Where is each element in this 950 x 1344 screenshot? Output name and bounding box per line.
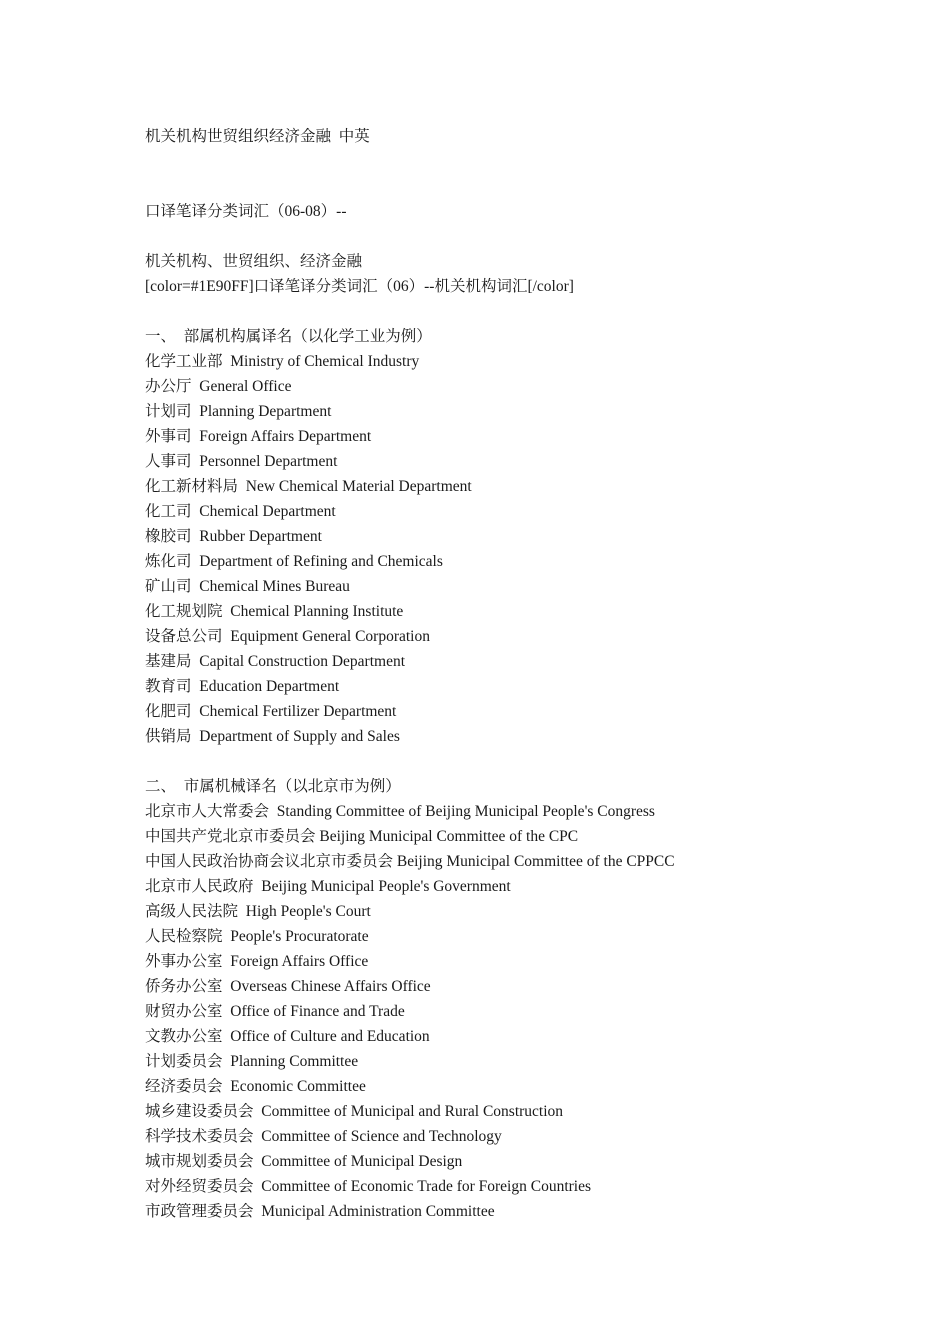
document-subtitle: 口译笔译分类词汇（06-08）-- [145,203,347,220]
list-item: 北京市人民政府 Beijing Municipal People's Government [145,878,511,895]
list-item: 化工新材料局 New Chemical Material Department [145,478,472,495]
spacer [145,749,905,774]
list-item: 橡胶司 Rubber Department [145,528,322,545]
document-title: 机关机构世贸组织经济金融 中英 [145,128,370,145]
list-item: 基建局 Capital Construction Department [145,653,406,670]
list-item: 炼化司 Department of Refining and Chemicals [145,553,443,570]
list-item: 化工司 Chemical Department [145,503,336,520]
list-item: 计划委员会 Planning Committee [145,1053,359,1070]
list-item: 北京市人大常委会 Standing Committee of Beijing Municipal People's Congress [145,803,655,820]
list-item: 外事司 Foreign Affairs Department [145,428,372,445]
list-item: 计划司 Planning Department [145,403,332,420]
list-item: 教育司 Education Department [145,678,340,695]
list-item: 科学技术委员会 Committee of Science and Technology [145,1128,502,1145]
list-item: 外事办公室 Foreign Affairs Office [145,953,369,970]
list-item: 高级人民法院 High People's Court [145,903,371,920]
list-item: 人事司 Personnel Department [145,453,338,470]
list-item: 化肥司 Chemical Fertilizer Department [145,703,397,720]
list-item: 侨务办公室 Overseas Chinese Affairs Office [145,978,431,995]
list-item: 中国共产党北京市委员会 Beijing Municipal Committee of the CPC [145,828,579,845]
spacer [145,299,905,324]
spacer [145,149,905,199]
list-item: 办公厅 General Office [145,378,292,395]
list-item: 城市规划委员会 Committee of Municipal Design [145,1153,463,1170]
document-page [145,124,905,1224]
section-heading: 一、 部属机构属译名（以化学工业为例） [145,328,432,345]
list-item: 中国人民政治协商会议北京市委员会 Beijing Municipal Committee of the CPPCC [145,853,675,870]
list-item: 对外经贸委员会 Committee of Economic Trade for Foreign Countries [145,1178,592,1195]
list-item: 文教办公室 Office of Culture and Education [145,1028,430,1045]
list-item: 城乡建设委员会 Committee of Municipal and Rural Construction [145,1103,564,1120]
list-item: 财贸办公室 Office of Finance and Trade [145,1003,405,1020]
list-item: 化学工业部 Ministry of Chemical Industry [145,353,420,370]
list-item: 市政管理委员会 Municipal Administration Committee [145,1203,495,1220]
spacer [145,224,905,249]
color-tag-line: [color=#1E90FF]口译笔译分类词汇（06）--机关机构词汇[/color] [145,278,574,295]
list-item: 供销局 Department of Supply and Sales [145,728,400,745]
list-item: 经济委员会 Economic Committee [145,1078,366,1095]
section-heading: 二、 市属机械译名（以北京市为例） [145,778,401,795]
list-item: 人民检察院 People's Procuratorate [145,928,369,945]
list-item: 设备总公司 Equipment General Corporation [145,628,430,645]
topics-line: 机关机构、世贸组织、经济金融 [145,253,363,270]
list-item: 矿山司 Chemical Mines Bureau [145,578,350,595]
list-item: 化工规划院 Chemical Planning Institute [145,603,404,620]
